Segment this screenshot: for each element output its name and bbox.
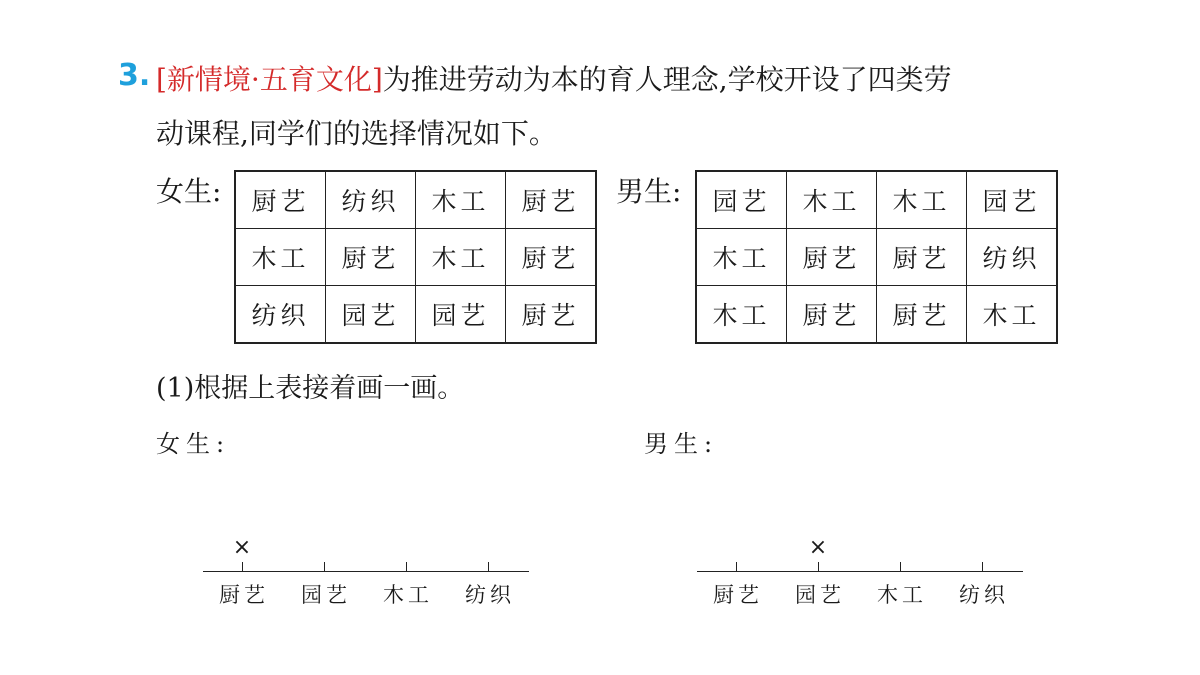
table-row <box>696 286 1057 344</box>
table-cell: 厨艺 <box>235 171 326 229</box>
table-cell: 园艺 <box>967 171 1058 229</box>
girls-plot-label: 女生: <box>156 430 231 458</box>
table-cell: 厨艺 <box>326 229 416 286</box>
plot-tick <box>900 562 901 571</box>
table-cell: 纺织 <box>235 286 326 344</box>
plot-tick <box>736 562 737 571</box>
question-line-1 <box>156 58 952 98</box>
table-cell: 纺织 <box>967 229 1058 286</box>
table-cell: 园艺 <box>696 171 787 229</box>
plot-category-label: 纺织 <box>465 583 515 607</box>
table-cell: 厨艺 <box>787 229 877 286</box>
question-text-1: 为推进劳动为本的育人理念,学校开设了四类劳 <box>382 63 952 96</box>
table-cell: 木工 <box>967 286 1058 344</box>
table-cell: 木工 <box>877 171 967 229</box>
question-tag: [新情境·五育文化] <box>156 63 383 96</box>
plot-category-label: 木工 <box>383 583 433 607</box>
table-cell: 厨艺 <box>787 286 877 344</box>
plot-tick <box>818 562 819 571</box>
question-line-2: 动课程,同学们的选择情况如下。 <box>156 117 557 150</box>
girls-table <box>234 170 597 344</box>
boys-table <box>695 170 1058 344</box>
plot-category-label: 园艺 <box>795 583 845 607</box>
table-cell: 厨艺 <box>877 229 967 286</box>
table-cell: 纺织 <box>326 171 416 229</box>
table-cell: 木工 <box>696 229 787 286</box>
table-cell: 厨艺 <box>877 286 967 344</box>
sub-question: (1)根据上表接着画一画。 <box>156 373 465 404</box>
table-cell: 木工 <box>235 229 326 286</box>
table-cell: 园艺 <box>416 286 506 344</box>
table-row <box>696 229 1057 286</box>
plot-tick <box>406 562 407 571</box>
table-cell: 木工 <box>416 171 506 229</box>
table-row <box>235 171 596 229</box>
plot-category-label: 木工 <box>877 583 927 607</box>
plot-tick <box>982 562 983 571</box>
table-row <box>696 171 1057 229</box>
plot-axis <box>203 571 529 572</box>
plot-category-label: 厨艺 <box>219 583 269 607</box>
table-row <box>235 286 596 344</box>
plot-category-label: 厨艺 <box>713 583 763 607</box>
table-cell: 厨艺 <box>506 171 597 229</box>
boys-plot-label: 男生: <box>644 430 719 458</box>
plot-category-label: 园艺 <box>301 583 351 607</box>
table-cell: 木工 <box>416 229 506 286</box>
table-cell: 木工 <box>696 286 787 344</box>
table-cell: 园艺 <box>326 286 416 344</box>
boys-table-label: 男生: <box>616 175 682 208</box>
plot-tick <box>488 562 489 571</box>
plot-x-mark: × <box>232 535 252 560</box>
table-cell: 厨艺 <box>506 286 597 344</box>
question-number: 3. <box>118 58 151 93</box>
plot-x-mark: × <box>808 535 828 560</box>
plot-category-label: 纺织 <box>959 583 1009 607</box>
table-cell: 木工 <box>787 171 877 229</box>
plot-tick <box>242 562 243 571</box>
plot-tick <box>324 562 325 571</box>
table-cell: 厨艺 <box>506 229 597 286</box>
table-row <box>235 229 596 286</box>
girls-table-label: 女生: <box>156 175 222 208</box>
plot-axis <box>697 571 1023 572</box>
